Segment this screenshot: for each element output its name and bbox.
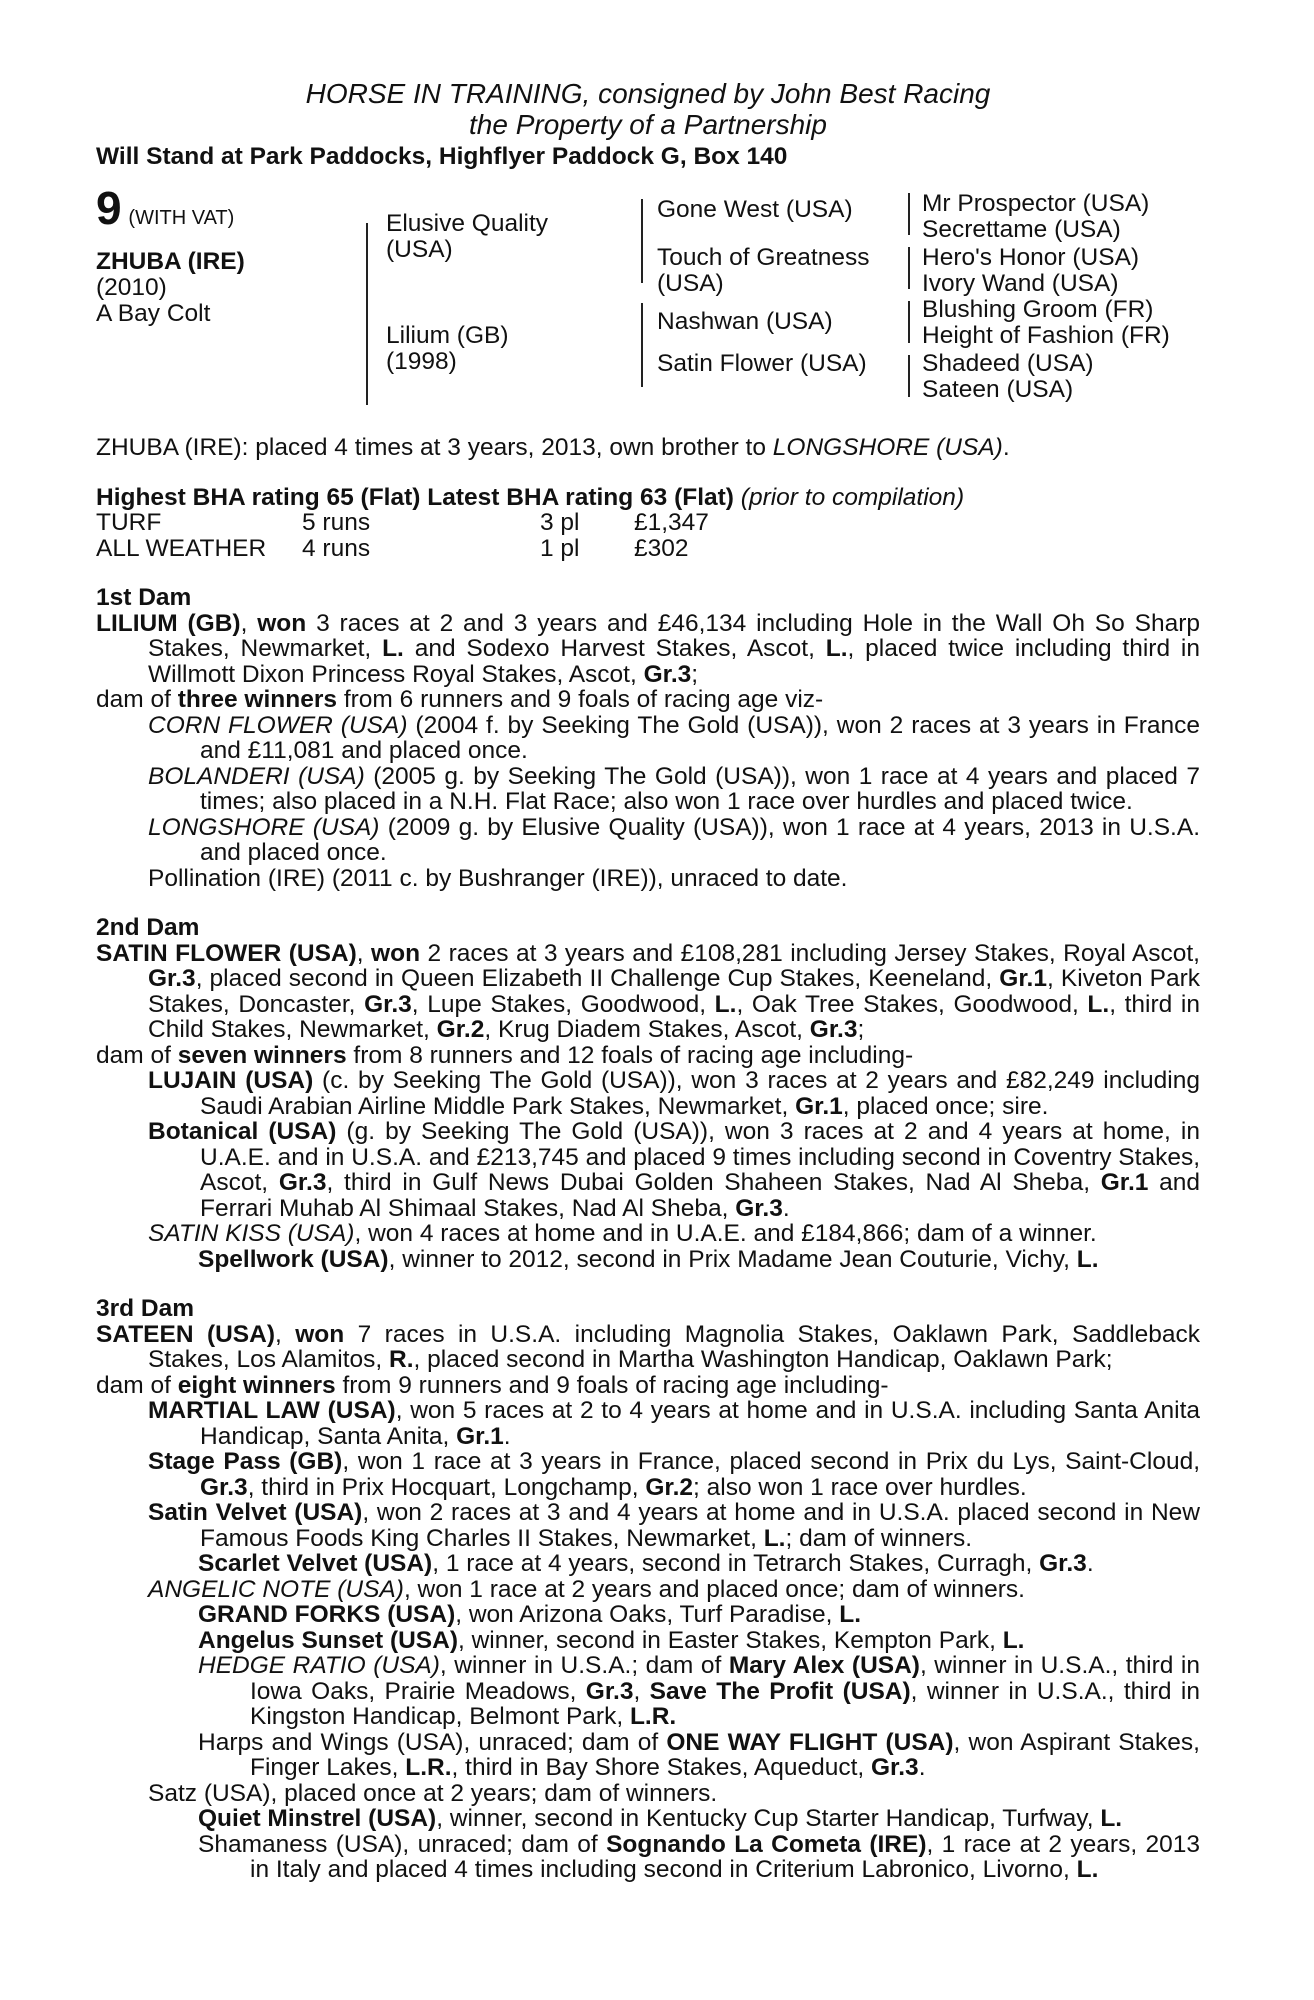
sires-dam: Touch of Greatness [657, 244, 870, 271]
grade: Gr.3 [364, 990, 412, 1018]
produce-text: . [1086, 1550, 1094, 1577]
consignor-line: HORSE IN TRAINING, consigned by John Best Racing [305, 78, 991, 109]
dam-of-text: from 6 runners and 9 foals of racing age viz- [337, 686, 824, 713]
dam-name: SATIN FLOWER (USA) [96, 939, 357, 967]
stat-money: £302 [634, 534, 689, 562]
stat-money: £1,347 [634, 509, 709, 536]
grade: L.R. [405, 1754, 452, 1781]
produce-text: (2009 g. by Elusive Quality (USA)), won 1 race at 4 years, 2013 in U.S.A. and placed once. [200, 813, 1201, 866]
grade: L. [763, 1524, 786, 1552]
list-item [96, 1628, 1200, 1654]
list-item [96, 1832, 1200, 1883]
produce-text: , won 5 races at 2 to 4 years at home and in U.S.A. including Santa Anita Handicap, Santa Anita, [200, 1397, 1200, 1450]
dam-of-text: dam of [96, 686, 178, 713]
produce-name: GRAND FORKS (USA) [198, 1601, 456, 1628]
dam-of-text: dam of [96, 1041, 178, 1069]
horse-name: ZHUBA (IRE) [96, 248, 245, 275]
produce-text: , third in Prix Hocquart, Longchamp, [247, 1473, 646, 1501]
table-row [96, 536, 709, 562]
dam-of-line [96, 1373, 1200, 1399]
grade: L. [1087, 990, 1110, 1018]
list-item [96, 866, 1200, 892]
produce-name: Botanical (USA) [148, 1118, 337, 1145]
produce-name: Spellwork (USA) [198, 1245, 389, 1273]
produce-text: . [503, 1422, 511, 1450]
grade: L. [839, 1601, 862, 1628]
dams-sire: Nashwan (USA) [657, 308, 833, 335]
grade: L.R. [629, 1703, 677, 1730]
list-item [96, 1781, 1200, 1807]
winners-count: seven winners [177, 1041, 347, 1069]
dam-text: ; [691, 660, 699, 688]
produce-text: . [918, 1754, 926, 1781]
rating-note: (prior to compilation) [740, 483, 965, 511]
produce-name: Scarlet Velvet (USA) [198, 1550, 433, 1577]
vat-note: (WITH VAT) [128, 207, 235, 229]
list-item [96, 713, 1200, 764]
dam-text: 3 races at 2 and 3 years and £46,134 including Hole in the Wall Oh So Sharp Stakes, Newmarket, [148, 609, 1200, 662]
sire-name: Elusive Quality [386, 210, 549, 237]
dam-of-text: from 8 runners and 12 foals of racing age including- [346, 1041, 914, 1069]
property-line: the Property of a Partnership [469, 109, 827, 140]
list-item [96, 1221, 1200, 1247]
produce-name: Save The Profit (USA) [649, 1677, 911, 1705]
dam-text: , Oak Tree Stakes, Goodwood, [736, 990, 1088, 1018]
won-label: won [257, 609, 307, 637]
dam-text: ; [857, 1016, 865, 1043]
produce-name: MARTIAL LAW (USA) [148, 1397, 396, 1424]
grade: Gr.1 [456, 1422, 504, 1450]
produce-text: , third in Gulf News Dubai Golden Shaheen Stakes, Nad Al Sheba, [326, 1169, 1101, 1196]
produce-name: LONGSHORE (USA) [148, 813, 380, 841]
dam-text: 7 races in U.S.A. including Magnolia Stakes, Oaklawn Park, Saddleback Stakes, Los Alamitos, [148, 1320, 1200, 1373]
won-label: won [371, 939, 421, 967]
dam-text: , third in Child Stakes, Newmarket, [148, 990, 1200, 1043]
dam-text: , Krug Diadem Stakes, Ascot, [484, 1016, 810, 1043]
produce-name: Angelus Sunset (USA) [198, 1626, 458, 1654]
list-item [96, 1119, 1200, 1221]
ggp-brace-4 [908, 355, 910, 397]
first-dam-section [96, 585, 1200, 891]
produce-name: Satin Velvet (USA) [148, 1499, 363, 1526]
ggp-dds: Shadeed (USA) [922, 350, 1094, 377]
produce-name: Sognando La Cometa (IRE) [606, 1830, 927, 1858]
summary-end: . [1002, 434, 1010, 461]
grade: Gr.1 [795, 1092, 843, 1120]
catalogue-page [96, 78, 1200, 1883]
produce-name: Quiet Minstrel (USA) [198, 1805, 437, 1832]
produce-text: , winner to 2012, second in Prix Madame Jean Couturie, Vichy, [388, 1245, 1077, 1273]
table-row [96, 510, 709, 536]
produce-text: , won Arizona Oaks, Turf Paradise, [455, 1601, 840, 1628]
won-label: won [295, 1320, 345, 1348]
grade: L. [1076, 1856, 1099, 1883]
produce-text: (c. by Seeking The Gold (USA)), won 3 races at 2 years and £82,249 including Saudi Arabian Airline Middle Park Stakes, Newmarket, [200, 1067, 1200, 1120]
dam-of-text: dam of [96, 1371, 178, 1399]
lot-number-line [96, 182, 235, 234]
produce-text: Harps and Wings (USA), unraced; dam of [198, 1728, 667, 1756]
ggp-sss: Mr Prospector (USA) [922, 190, 1150, 217]
stat-placed: 1 pl [540, 534, 580, 562]
list-item [96, 1602, 1200, 1628]
produce-text: Pollination (IRE) (2011 c. by Bushranger (IRE)), unraced to date. [148, 864, 848, 892]
produce-text: (g. by Seeking The Gold (USA)), won 3 races at 2 and 4 years at home, in U.A.E. and in U.S.A. and £213,745 and placed 9 times including second in Coventry Stakes, Ascot, [200, 1118, 1200, 1196]
list-item [96, 1577, 1200, 1603]
generation-1-brace [366, 223, 368, 405]
dam-text: , placed twice including third in Willmott Dixon Princess Royal Stakes, Ascot, [148, 635, 1200, 688]
grade: Gr.2 [436, 1016, 485, 1043]
grade: Gr.2 [645, 1473, 694, 1501]
sires-dam-country: (USA) [657, 270, 724, 297]
dam-year: (1998) [386, 348, 457, 375]
grade: Gr.3 [200, 1473, 248, 1501]
sire-country: (USA) [386, 236, 453, 263]
produce-name: BOLANDERI (USA) [148, 762, 365, 790]
ggp-brace-2 [908, 247, 910, 289]
list-item [96, 1449, 1200, 1500]
produce-text: and Ferrari Muhab Al Shimaal Stakes, Nad Al Sheba, [200, 1169, 1201, 1222]
dam-text: 2 races at 3 years and £108,281 including Jersey Stakes, Royal Ascot, [420, 939, 1200, 967]
grade: L. [1002, 1626, 1025, 1654]
stat-runs: 4 runs [302, 534, 371, 562]
ggp-ssd: Secrettame (USA) [922, 216, 1121, 243]
produce-text: , winner, second in Easter Stakes, Kempton Park, [458, 1626, 1003, 1654]
rating-text: Highest BHA rating 65 (Flat) Latest BHA rating 63 (Flat) [96, 483, 734, 511]
grade: L. [382, 635, 404, 662]
stand-location: Will Stand at Park Paddocks, Highflyer Paddock G, Box 140 [96, 143, 788, 170]
dam-name: SATEEN (USA) [96, 1320, 276, 1348]
list-item [96, 1551, 1200, 1577]
grade: Gr.1 [1100, 1169, 1149, 1196]
produce-name: ANGELIC NOTE (USA) [148, 1575, 404, 1603]
grade: L. [1100, 1805, 1123, 1832]
third-dam-section [96, 1296, 1200, 1883]
produce-text: Shamaness (USA), unraced; dam of [198, 1830, 607, 1858]
list-item [96, 1500, 1200, 1551]
summary-text: ZHUBA (IRE): placed 4 times at 3 years, 2013, own brother to [96, 434, 773, 461]
lot-number: 9 [96, 182, 122, 234]
ggp-sds: Hero's Honor (USA) [922, 244, 1140, 271]
list-item [96, 764, 1200, 815]
grade: Gr.3 [735, 1194, 783, 1222]
produce-name: LUJAIN (USA) [148, 1067, 314, 1094]
dam-line-brace [641, 303, 643, 387]
produce-name: ONE WAY FLIGHT (USA) [666, 1728, 954, 1756]
dam-text: , placed second in Queen Elizabeth II Challenge Cup Stakes, Keeneland, [195, 965, 1000, 992]
grade: Gr.3 [871, 1754, 919, 1781]
dam-of-line [96, 1043, 1200, 1069]
section-heading: 1st Dam [96, 584, 192, 611]
produce-name: Mary Alex (USA) [728, 1652, 920, 1679]
dam-text: and Sodexo Harvest Stakes, Ascot, [403, 635, 826, 662]
list-item [96, 1068, 1200, 1119]
produce-text: , [633, 1677, 650, 1705]
section-heading: 2nd Dam [96, 914, 200, 941]
ggp-dss: Blushing Groom (FR) [922, 296, 1154, 323]
dam-name: LILIUM (GB) [96, 609, 241, 637]
produce-text: . [782, 1194, 790, 1222]
produce-text: , won Aspirant Stakes, Finger Lakes, [250, 1728, 1200, 1781]
grade: Gr.3 [278, 1169, 327, 1196]
produce-text: , winner in U.S.A., third in Kingston Handicap, Belmont Park, [250, 1677, 1200, 1730]
ggp-dsd: Height of Fashion (FR) [922, 322, 1170, 349]
list-item [96, 1398, 1200, 1449]
produce-text: , placed once; sire. [842, 1092, 1049, 1120]
produce-text: , winner in U.S.A.; dam of [439, 1652, 729, 1679]
dam-entry: SATIN FLOWER (USA), won 2 races at 3 years and £108,281 including Jersey Stakes, Royal Ascot, Gr.3, placed second in Queen Elizabeth II Challenge Cup Stakes, Keeneland, Gr.1, Kiveton Park Stakes, Doncaster, Gr.3, Lupe Stakes, Goodwood, L., Oak Tree Stakes, Goodwood, L., third in Child Stakes, Newmarket, Gr.2, Krug Diadem Stakes, Ascot, Gr.3; [96, 939, 1200, 1043]
produce-text: (2005 g. by Seeking The Gold (USA)), won 1 race at 4 years and placed 7 times; also placed in a N.H. Flat Race; also won 1 race over hurdles and placed twice. [200, 762, 1201, 815]
dam-of-line [96, 687, 1200, 713]
horse-description: A Bay Colt [96, 300, 211, 327]
grade: R. [389, 1346, 414, 1373]
produce-text: , won 1 race at 2 years and placed once; dam of winners. [403, 1575, 1025, 1603]
bha-rating [96, 485, 1200, 511]
ggp-sdd: Ivory Wand (USA) [922, 270, 1119, 297]
dams-dam: Satin Flower (USA) [657, 350, 867, 377]
dam-entry: SATEEN (USA), won 7 races in U.S.A. including Magnolia Stakes, Oaklawn Park, Saddleback Stakes, Los Alamitos, R., placed second in Martha Washington Handicap, Oaklawn Park; [96, 1320, 1200, 1373]
race-record-table [96, 510, 709, 561]
pedigree-table [96, 182, 1200, 431]
produce-text: (2004 f. by Seeking The Gold (USA)), won 2 races at 3 years in France and £11,081 and placed once. [200, 711, 1201, 764]
grade: Gr.3 [809, 1016, 858, 1043]
summary-brother: LONGSHORE (USA) [772, 434, 1003, 461]
stat-surface: ALL WEATHER [96, 534, 267, 562]
list-item [96, 1247, 1200, 1273]
produce-name: SATIN KISS (USA) [148, 1220, 355, 1247]
produce-text: , winner, second in Kentucky Cup Starter Handicap, Turfway, [436, 1805, 1101, 1832]
list-item [96, 815, 1200, 866]
produce-text: , third in Bay Shore Stakes, Aqueduct, [451, 1754, 871, 1781]
grade: Gr.3 [643, 660, 692, 688]
stat-runs: 5 runs [302, 509, 371, 536]
winners-count: three winners [177, 686, 338, 713]
produce-text: , won 4 races at home and in U.A.E. and £184,866; dam of a winner. [354, 1220, 1097, 1247]
grade: Gr.3 [1039, 1550, 1087, 1577]
horse-summary [96, 435, 1200, 461]
grade: L. [825, 635, 848, 662]
grade: Gr.3 [585, 1677, 634, 1705]
produce-text: , winner in U.S.A., third in Iowa Oaks, Prairie Meadows, [250, 1652, 1200, 1705]
ggp-brace-3 [908, 301, 910, 343]
produce-name: Stage Pass (GB) [148, 1448, 343, 1475]
dam-entry: LILIUM (GB), won 3 races at 2 and 3 years and £46,134 including Hole in the Wall Oh So Sharp Stakes, Newmarket, L. and Sodexo Harvest Stakes, Ascot, L., placed twice including third in Willmott Dixon Princess Royal Stakes, Ascot, Gr.3; [96, 609, 1200, 688]
list-item [96, 1653, 1200, 1730]
stat-surface: TURF [96, 509, 162, 536]
produce-text: , won 2 races at 3 and 4 years at home and in U.S.A. placed second in New Famous Foods King Charles II Stakes, Newmarket, [200, 1499, 1200, 1552]
grade: Gr.3 [148, 965, 196, 992]
sire-line-brace [641, 199, 643, 283]
produce-text: ; dam of winners. [785, 1524, 973, 1552]
produce-text: , 1 race at 2 years, 2013 in Italy and placed 4 times including second in Criterium Labronico, Livorno, [250, 1830, 1200, 1883]
dam-name: Lilium (GB) [386, 322, 509, 349]
dam-of-text: from 9 runners and 9 foals of racing age including- [335, 1371, 889, 1399]
ggp-brace-1 [908, 193, 910, 235]
grade: L. [1076, 1245, 1099, 1273]
ggp-ddd: Sateen (USA) [922, 376, 1074, 403]
winners-count: eight winners [177, 1371, 336, 1399]
dam-text: , Lupe Stakes, Goodwood, [411, 990, 715, 1018]
list-item [96, 1730, 1200, 1781]
second-dam-section [96, 915, 1200, 1272]
grade: L. [714, 990, 737, 1018]
produce-text: , won 1 race at 3 years in France, placed second in Prix du Lys, Saint-Cloud, [342, 1448, 1201, 1475]
dam-text: , placed second in Martha Washington Handicap, Oaklawn Park; [413, 1346, 1113, 1373]
produce-name: CORN FLOWER (USA) [148, 711, 408, 739]
produce-text: , 1 race at 4 years, second in Tetrarch Stakes, Curragh, [432, 1550, 1040, 1577]
produce-text: ; also won 1 race over hurdles. [693, 1473, 1027, 1501]
horse-year: (2010) [96, 274, 167, 301]
produce-text: Satz (USA), placed once at 2 years; dam of winners. [148, 1779, 718, 1807]
dam-text: , Kiveton Park Stakes, Doncaster, [148, 965, 1200, 1018]
stat-placed: 3 pl [540, 509, 580, 536]
grade: Gr.1 [999, 965, 1047, 992]
sires-sire: Gone West (USA) [657, 196, 853, 223]
section-heading: 3rd Dam [96, 1295, 195, 1322]
produce-name: HEDGE RATIO (USA) [198, 1652, 440, 1679]
list-item [96, 1806, 1200, 1832]
